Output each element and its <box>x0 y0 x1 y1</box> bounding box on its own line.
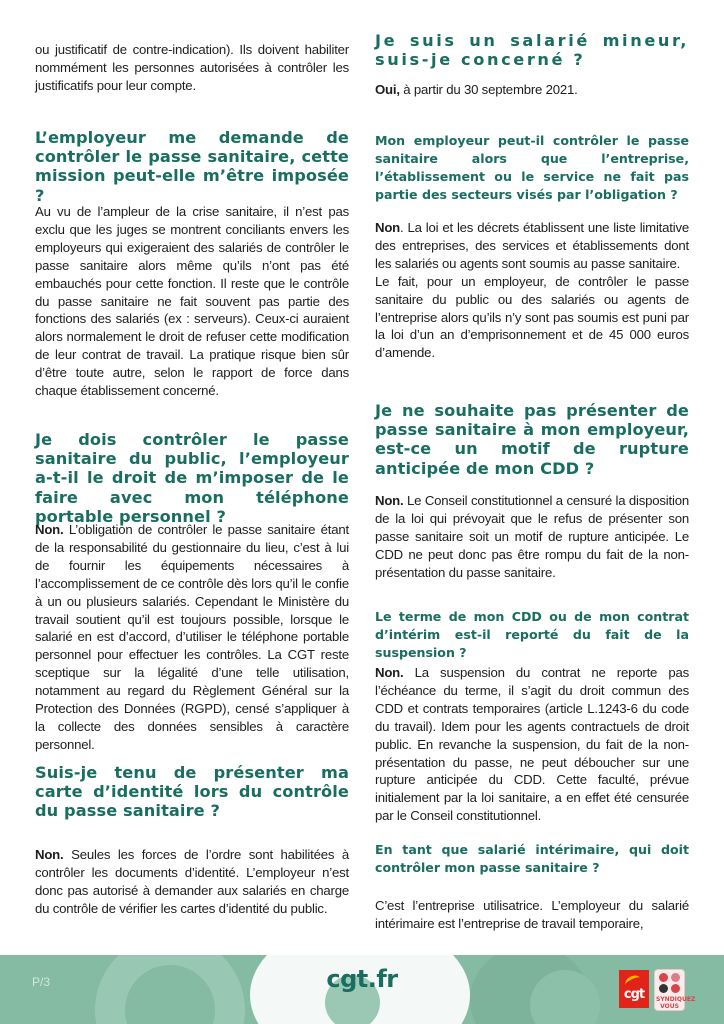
faq-answer-block <box>375 81 689 99</box>
answer-lead: Non. <box>375 665 404 680</box>
faq-question: Je ne souhaite pas présenter de passe sanitaire à mon employeur, est-ce un motif de rupture anticipée de mon CDD ? <box>375 401 689 478</box>
faq-item <box>35 430 349 526</box>
faq-answer-block <box>375 664 689 825</box>
footer-band <box>0 955 724 1024</box>
faq-answer <box>375 81 689 99</box>
faq-answer <box>375 664 689 825</box>
answer-text: à partir du 30 septembre 2021. <box>399 82 578 97</box>
face-icon <box>659 973 668 982</box>
faq-answer-block <box>35 521 349 754</box>
syndiquez-vous-logo <box>654 969 696 1011</box>
faq-item <box>375 608 689 662</box>
faq-question: En tant que salarié intérimaire, qui doit contrôler mon passe sanitaire ? <box>375 842 689 875</box>
faq-item <box>375 132 689 204</box>
faq-item <box>375 841 689 877</box>
faq-answer <box>375 492 689 582</box>
faq-answer: C’est l’entreprise utilisatrice. L’employeur du salarié intérimaire est l’entreprise de travail temporaire, <box>375 898 689 931</box>
answer-text: Seules les forces de l’ordre sont habilitées à contrôler les documents d’identité. L’employeur n’est donc pas autorisé à demander aux salariés en charge du contrôle de vérifier les cartes d’identité du public. <box>35 847 349 916</box>
faq-question: Je suis un salarié mineur, suis-je concerné ? <box>375 31 689 70</box>
answer-lead: Non <box>375 220 401 235</box>
faq-question: Suis-je tenu de présenter ma carte d’identité lors du contrôle du passe sanitaire ? <box>35 763 349 821</box>
face-icon <box>659 984 668 993</box>
answer-text: L’obligation de contrôler le passe sanitaire étant de la responsabilité du gestionnaire du lieu, c’est à lui de fournir les équipements nécessaires à l’accomplissement de ce contrôle dès lors qu’il le confie à un ou plusieurs salariés. Cependant le Ministère du travail soutient qu’il est toujours possible, lorsque le salarié en est d’accord, d’utiliser le téléphone portable personnel pour effectuer les contrôles. La CGT reste sceptique sur la légalité d’une telle utilisation, notamment au regard du Règlement Général sur la Protection des Données (RGPD), censé s’appliquer à la collecte des données sensibles à caractère personnel. <box>35 522 349 752</box>
faq-answer-block <box>35 203 349 400</box>
faq-answer-block <box>35 846 349 918</box>
answer-text: . La loi et les décrets établissent une liste limitative des entreprises, des services et établissements dont les salariés ou agents sont soumis au passe sanitaire. <box>375 220 689 271</box>
intro-paragraph: ou justificatif de contre-indication). Ils doivent habiliter nommément les personnes autorisées à contrôler les justificatifs pour leur compte. <box>35 42 349 93</box>
faq-question: L’employeur me demande de contrôler le passe sanitaire, cette mission peut-elle m’être imposée ? <box>35 128 349 205</box>
faq-question: Je dois contrôler le passe sanitaire du public, l’employeur a-t-il le droit de m’imposer de le faire avec mon téléphone portable personnel ? <box>35 430 349 526</box>
faq-item <box>35 128 349 205</box>
syndiquez-vous-text: SYNDIQUEZ VOUS <box>656 996 696 1010</box>
faq-answer <box>35 846 349 918</box>
face-icon <box>671 973 680 982</box>
faq-answer-block <box>375 492 689 582</box>
cgt-logo <box>619 970 649 1008</box>
faq-item <box>375 31 689 69</box>
answer-lead: Oui, <box>375 82 400 97</box>
faq-answer-continued: Le fait, pour un employeur, de contrôler le passe sanitaire du public ou des salariés ou agents de l’entreprise alors qu’ils n’y sont pas soumis est puni par la loi d’un an d’emprisonnement et de 45 000 euros d’amende. <box>375 273 689 361</box>
faq-answer-block <box>375 219 689 362</box>
faq-question: Le terme de mon CDD ou de mon contrat d’intérim est-il reporté du fait de la suspension ? <box>375 609 689 660</box>
answer-lead: Non. <box>35 847 64 862</box>
face-icon <box>671 984 680 993</box>
faq-item <box>35 763 349 821</box>
answer-lead: Non. <box>375 493 404 508</box>
website-link[interactable]: cgt.fr <box>326 965 398 993</box>
intro-block <box>35 41 349 95</box>
faq-answer <box>375 219 689 273</box>
faq-answer: Au vu de l’ampleur de la crise sanitaire, il n’est pas exclu que les juges se montrent conciliants envers les employeurs qui exigeraient des salariés de contrôler le passe sanitaire alors même qu’ils n’ont pas été embauchés pour cette fonction. Il reste que le contrôle du passe sanitaire ne fait souvent pas partie des fonctions des salariés (ex : serveurs). Ceux-ci auraient alors normalement le droit de refuser cette modification de leur contrat de travail. La pratique risque bien sûr d’être toute autre, selon le rapport de force dans chaque établissement concerné. <box>35 204 349 399</box>
page-number: P/3 <box>32 975 51 989</box>
answer-text: La suspension du contrat ne reporte pas l’échéance du terme, il s’agit du droit commun des CDD et contrats temporaires (article L.1243-6 du code du travail). Idem pour les agents contractuels de droit public. En revanche la suspension, du fait de la non-présentation du passe, ne peut déboucher sur une rupture anticipée du CDD. Cette faculté, prévue initialement par la loi sanitaire, a en effet été censurée par le Conseil constitutionnel. <box>375 665 689 824</box>
faq-question: Mon employeur peut-il contrôler le passe sanitaire alors que l’entreprise, l’établissement ou le service ne fait pas partie des secteurs visés par l’obligation ? <box>375 133 689 202</box>
answer-lead: Non. <box>35 522 64 537</box>
faq-answer-block <box>375 897 689 933</box>
faq-answer <box>35 521 349 754</box>
answer-text: Le Conseil constitutionnel a censuré la disposition de la loi qui prévoyait que le refus de présenter son passe sanitaire soit un motif de rupture anticipée. Le CDD ne peut donc pas être rompu du fait de la non-présentation du passe sanitaire. <box>375 493 689 580</box>
cgt-logo-text: cgt <box>623 987 645 1002</box>
faq-item <box>375 401 689 478</box>
